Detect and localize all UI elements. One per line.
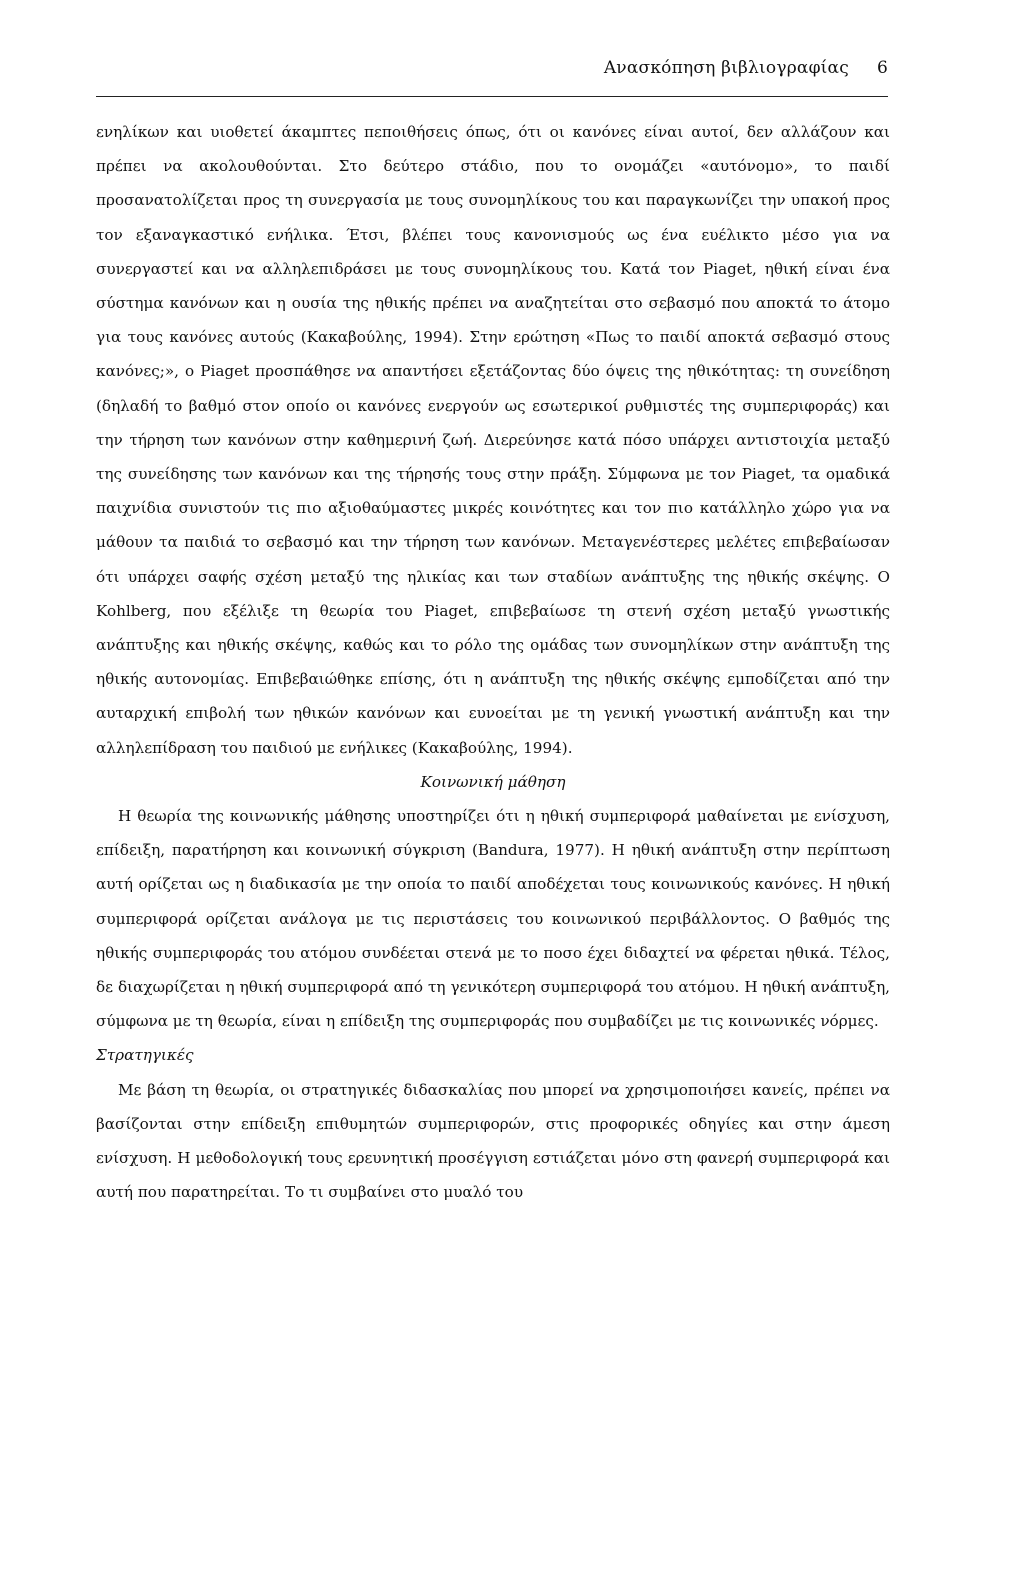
header-spacer <box>855 58 872 78</box>
header-divider <box>96 96 888 97</box>
paragraph-strategies: Με βάση τη θεωρία, οι στρατηγικές διδασκαλίας που μπορεί να χρησιμοποιήσει κανείς, πρέπει να βασίζονται στην επίδειξη επιθυμητών συμπεριφορών, στις προφορικές οδηγίες και στην άμεση ενίσχυση. Η μεθοδολογική τους ερευνητική προσέγγιση εστιάζεται μόνο στη φανερή συμπεριφορά και αυτή που παρατηρείται. Το τι συμβαίνει στο μυαλό του <box>96 1080 890 1202</box>
page-number: 6 <box>876 58 888 78</box>
running-header <box>96 58 888 78</box>
header-title: Ανασκόπηση βιβλιογραφίας <box>603 58 849 78</box>
section-heading-strategies: Στρατηγικές <box>96 1046 194 1065</box>
section-heading-social-learning: Κοινωνική μάθηση <box>420 772 566 791</box>
body-text <box>96 115 890 1210</box>
paragraph-social-learning: Η θεωρία της κοινωνικής μάθησης υποστηρίζει ότι η ηθική συμπεριφορά μαθαίνεται με ενίσχυση, επίδειξη, παρατήρηση και κοινωνική σύγκριση (Bandura, 1977). Η ηθική ανάπτυξη στην περίπτωση αυτή ορίζεται ως η διαδικασία με την οποία το παιδί αποδέχεται τους κοινωνικούς κανόνες. Η ηθική συμπεριφορά ορίζεται ανάλογα με τις περιστάσεις του κοινωνικού περιβάλλοντος. Ο βαθμός της ηθικής συμπεριφοράς του ατόμου συνδέεται στενά με το ποσο έχει διδαχτεί να φέρεται ηθικά. Τέλος, δε διαχωρίζεται η ηθική συμπεριφορά από τη γενικότερη συμπεριφορά του ατόμου. Η ηθική ανάπτυξη, σύμφωνα με τη θεωρία, είναι η επίδειξη της συμπεριφοράς που συμβαδίζει με τις κοινωνικές νόρμες. <box>96 807 890 1031</box>
paragraph-piaget: ενηλίκων και υιοθετεί άκαμπτες πεποιθήσεις όπως, ότι οι κανόνες είναι αυτοί, δεν αλλάζουν και πρέπει να ακολουθούνται. Στο δεύτερο στάδιο, που το ονομάζει «αυτόνομο», το παιδί προσανατολίζεται προς τη συνεργασία με τους συνομηλίκους του και παραγκωνίζει την υπακοή προς τον εξαναγκαστικό ενήλικα. Έτσι, βλέπει τους κανονισμούς ως ένα ευέλικτο μέσο για να συνεργαστεί και να αλληλεπιδράσει με τους συνομηλίκους του. Κατά τον Piaget, ηθική είναι ένα σύστημα κανόνων και η ουσία της ηθικής πρέπει να αναζητείται στο σεβασμό που αποκτά το άτομο για τους κανόνες αυτούς (Κακαβούλης, 1994). Στην ερώτηση «Πως το παιδί αποκτά σεβασμό στους κανόνες;», ο Piaget προσπάθησε να απαντήσει εξετάζοντας δύο όψεις της ηθικότητας: τη συνείδηση (δηλαδή το βαθμό στον οποίο οι κανόνες ενεργούν ως εσωτερικοί ρυθμιστές της συμπεριφοράς) και την τήρηση των κανόνων στην καθημερινή ζωή. Διερεύνησε κατά πόσο υπάρχει αντιστοιχία μεταξύ της συνείδησης των κανόνων και της τήρησής τους στην πράξη. Σύμφωνα με τον Piaget, τα ομαδικά παιχνίδια συνιστούν τις πιο αξιοθαύμαστες μικρές κοινότητες και τον πιο κατάλληλο χώρο για να μάθουν τα παιδιά το σεβασμό και την τήρηση των κανόνων. Μεταγενέστερες μελέτες επιβεβαίωσαν ότι υπάρχει σαφής σχέση μεταξύ της ηλικίας και των σταδίων ανάπτυξης της ηθικής σκέψης. Ο Kohlberg, που εξέλιξε τη θεωρία του Piaget, επιβεβαίωσε τη στενή σχέση μεταξύ γνωστικής ανάπτυξης και ηθικής σκέψης, καθώς και το ρόλο της ομάδας των συνομηλίκων στην ανάπτυξη της ηθικής αυτονομίας. Επιβεβαιώθηκε επίσης, ότι η ανάπτυξη της ηθικής σκέψης εμποδίζεται από την αυταρχική επιβολή των ηθικών κανόνων και ευνοείται με τη γενική γνωστική ανάπτυξη και την αλληλεπίδραση του παιδιού με ενήλικες (Κακαβούλης, 1994). <box>96 123 890 757</box>
